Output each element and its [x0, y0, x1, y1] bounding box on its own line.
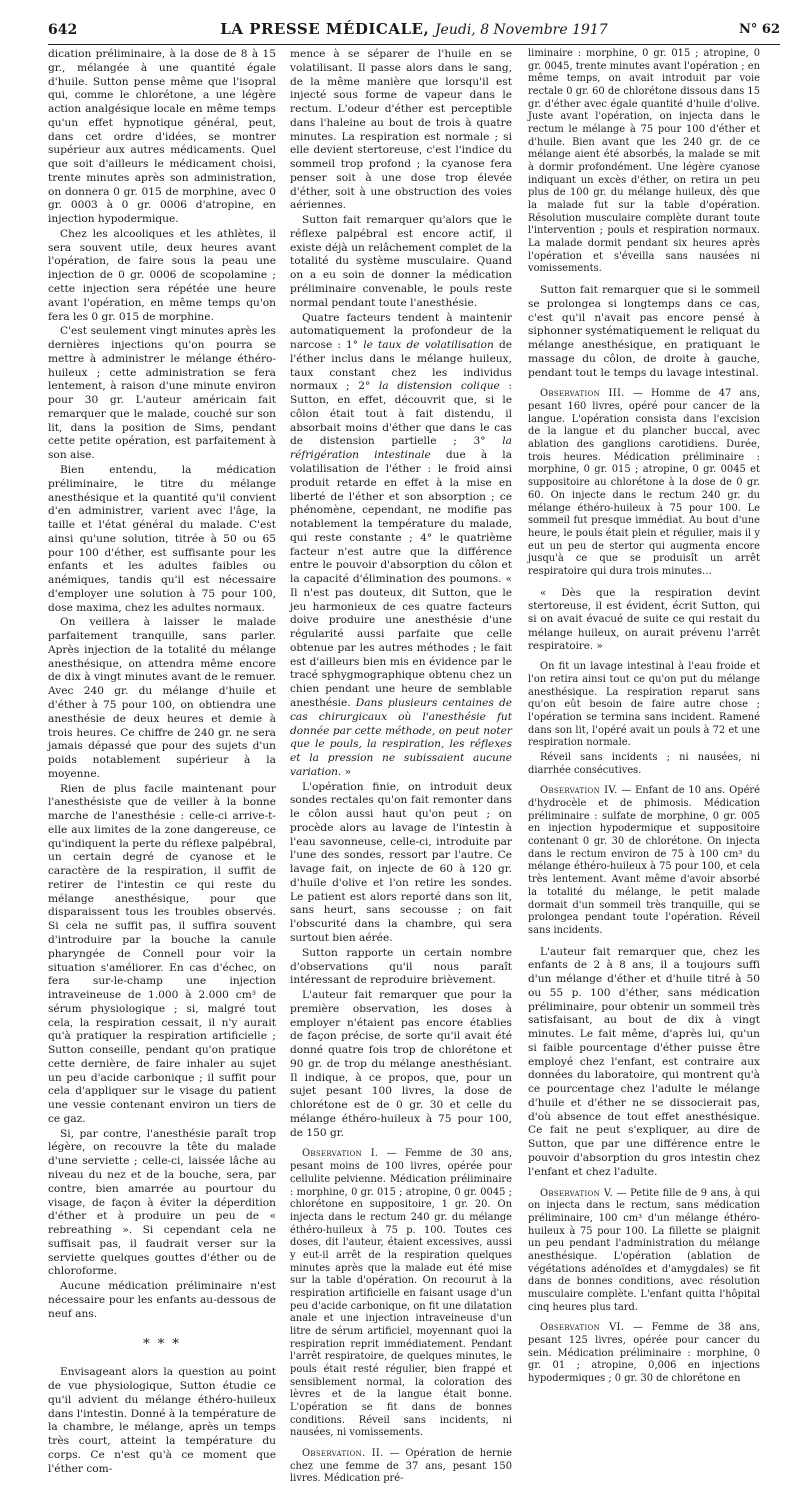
observation-1: [290, 1148, 512, 1439]
section-separator: * * *: [143, 1337, 181, 1353]
quotation: « Dès que la respiration devint stertoreuse, il est évident, écrit Sutton, qui si on avait évacué de suite ce qui restait du mélange huileux, on aurait prévenu l'arrêt respiratoire. »: [528, 586, 760, 653]
observation-label: Observation III.: [540, 388, 625, 400]
text-run: Quatre facteurs tendent à maintenir automatiquement la profondeur de la narcose : 1°: [290, 311, 512, 352]
observation-label: Observation VI.: [540, 1322, 625, 1334]
issue-date: Jeudi, 8 Novembre 1917: [434, 22, 608, 38]
paragraph: Sutton rapporte un certain nombre d'observations qu'il nous paraît intéressant de reproduire brièvement.: [290, 946, 512, 987]
paragraph: Rien de plus facile maintenant pour l'anesthésiste que de veiller à la bonne marche de l'anesthésie : celle-ci arrive-t-elle aux limites de la zone dangereuse, ce qu'indiquent la perte du réflexe palpébral, un certain degré de cyanose et le caractère de la respiration, il suffit de retirer de l'intestin ce qui reste du mélange anesthésique, pour que disparaissent tous les troubles observés. Si cela ne suffit pas, il suffira souvent d'introduire par la bouche la canule pharyngée de Connell pour voir la situation s'améliorer. En cas d'échec, on fera sur-le-champ une injection intraveineuse de 1.000 à 2.000 cm³ de sérum physiologique ; si, malgré tout cela, la respiration cessait, il n'y aurait qu'à pratiquer la respiration artificielle ; Sutton conseille, pendant qu'on pratique cette dernière, de faire inhaler au sujet un peu d'acide carbonique ; il suffit pour cela d'appliquer sur le visage du patient une vessie contenant environ un tiers de ce gaz.: [48, 782, 277, 1125]
observation-6: [528, 1322, 760, 1385]
italic-quote: Dans plusieurs centaines de cas chirurgicaux où l'anesthésie fut donnée par cette méthode, on peut noter que le pouls, la respiration, les réflexes et la pression ne subissaient aucune variation.: [290, 696, 512, 778]
text-run: : Sutton, en effet, découvrit que, si le côlon était tout à fait distendu, il absorbait moins d'éther que dans le cas de distension partielle ; 3°: [290, 380, 513, 448]
observation-label: Observation I.: [302, 1148, 379, 1160]
observation-text: — Petite fille de 9 ans, à qui on injecta dans le rectum, sans médication préliminaire, 100 cm³ d'un mélange éthéro-huileux à 75 pour 100. La fillette se plaignit un peu pendant l'administration du mélange anesthésique. L'opération (ablation de végétations adénoïdes et d'amygdales) se fit dans de bonnes conditions, avec résolution musculaire complète. L'enfant quitta l'hôpital cinq heures plus tard.: [528, 1187, 760, 1313]
paragraph-four-factors: [290, 312, 512, 780]
paragraph: Si, par contre, l'anesthésie paraît trop légère, on recouvre la tête du malade d'une serviette ; celle-ci, laissée lâche au niveau du nez et de la bouche, sera, par contre, bien amarrée au pourtour du visage, de façon à éviter la déperdition d'éther et à produire un peu de « rebreathing ». Si cependant cela ne suffisait pas, il faudrait verser sur la serviette quelques gouttes d'éther ou de chloroforme.: [48, 1127, 276, 1278]
paragraph: Sutton fait remarquer que si le sommeil se prolongea si longtemps dans ce cas, c'est qu'il n'avait pas encore pensé à siphonner systématiquement le reliquat du mélange anesthésique, en pratiquant le massage du côlon, de droite à gauche, pendant tout le temps du lavage intestinal.: [528, 284, 760, 379]
observation-text: — Enfant de 10 ans. Opéré d'hydrocèle et de phimosis. Médication préliminaire : sulfate de morphine, 0 gr. 005 en injection hypodermique et suppositoire contenant 0 gr. 30 de chlorétone. On injecta dans le rectum environ de 75 à 100 cm³ du mélange éthéro-huileux à 75 pour 100, et cela très lentement. Avant même d'avoir absorbé la totalité du mélange, le petit malade dormait d'un sommeil très tranquille, qui se prolongea pendant toute l'opération. Réveil sans incidents.: [528, 785, 760, 936]
paragraph: Sutton fait remarquer qu'alors que le réflexe palpébral est encore actif, il existe déjà un relâchement complet de la totalité du système musculaire. Quand on a eu soin de donner la médication préliminaire convenable, le pouls reste normal pendant toute l'anesthésie.: [290, 214, 512, 309]
observation-3-end: Réveil sans incidents ; ni nausées, ni diarrhée consécutives.: [528, 752, 760, 776]
paragraph: L'auteur fait remarquer que, chez les enfants de 2 à 8 ans, il a toujours suffi d'un mélange d'éther et d'huile titré à 50 ou 55 p. 100 d'éther, sans médication préliminaire, pour obtenir un sommeil très satisfaisant, au bout de dix à vingt minutes. Le fait même, d'après lui, qu'un si faible pourcentage d'éther puisse être employé chez l'enfant, est contraire aux données du laboratoire, qui montrent qu'à ce pourcentage chez l'adulte le mélange d'huile et d'éther ne se dissocierait pas, d'où absence de tout effet anesthésique. Ce fait ne peut s'expliquer, au dire de Sutton, que par une différence entre le pouvoir d'absorption du gros intestin chez l'enfant et chez l'adulte.: [528, 945, 760, 1178]
journal-title: [48, 20, 780, 38]
paragraph: C'est seulement vingt minutes après les dernières injections qu'on pourra se mettre à administrer le mélange éthéro-huileux ; cette administration se fera lentement, à raison d'une minute environ pour 30 gr. L'auteur américain fait remarquer que le malade, couché sur son lit, dans la position de Sims, pendant cette petite opération, est parfaitement à son aise.: [48, 325, 276, 462]
observation-label: Observation IV.: [540, 785, 618, 797]
observation-label: Observation V.: [540, 1187, 614, 1199]
paragraph: L'auteur fait remarquer que pour la première observation, les doses à employer n'étaient pas encore établies de façon précise, de sorte qu'il avait été donné quatre fois trop de chlorétone et 90 gr. de trop du mélange anesthésiant. Il indique, à ce propos, que, pour un sujet pesant 100 livres, la dose de chlorétone est de 0 gr. 30 et celle du mélange éthéro-huileux à 75 pour 100, de 150 gr.: [290, 989, 512, 1139]
text-run: de l'éther inclus dans le mélange huileux, taux constant chez les individus normaux ; 2°: [290, 339, 512, 393]
paragraph: On veillera à laisser le malade parfaitement tranquille, sans parler. Après injection de la totalité du mélange anesthésique, on attendra même encore de dix à vingt minutes avant de le remuer. Avec 240 gr. du mélange d'huile et d'éther à 75 pour 100, on obtiendra une anesthésie de deux heures et demie à trois heures. Ce chiffre de 240 gr. ne sera jamais dépassé que pour des sujets d'un poids notablement supérieur à la moyenne.: [48, 616, 276, 780]
paragraph: mence à se séparer de l'huile en se volatilisant. Il passe alors dans le sang, de la même manière que lorsqu'il est injecté sous forme de vapeur dans le rectum. L'odeur d'éther est perceptible dans l'haleine au bout de trois à quatre minutes. La respiration est normale ; si elle devient stertoreuse, c'est l'indice du sommeil trop profond ; la cyanose fera penser soit à une dose trop élevée d'éther, soit à une obstruction des voies aériennes.: [290, 48, 512, 212]
text-run: »: [341, 765, 352, 778]
observation-3-continued: On fit un lavage intestinal à l'eau froide et l'on retira ainsi tout ce qu'on put du mélange anesthésique. La respiration reparut sans qu'on eût besoin de faire autre chose ; l'opération se termina sans incident. Ramené dans son lit, l'opéré avait un pouls à 72 et une respiration normale.: [528, 661, 760, 749]
observation-2: [290, 1448, 512, 1486]
issue-number: N° 62: [739, 22, 780, 37]
paragraph: Bien entendu, la médication préliminaire, le titre du mélange anesthésique et la quantité qu'il convient d'en administrer, varient avec l'âge, la taille et l'état général du malade. C'est ainsi qu'une solution, titrée à 50 ou 65 pour 100 d'éther, est suffisante pour les enfants et les adultes faibles ou anémiques, tandis qu'il est nécessaire d'employer une solution à 75 pour 100, dose maxima, chez les adultes normaux.: [48, 463, 276, 614]
paragraph: Aucune médication préliminaire n'est nécessaire pour les enfants au-dessous de neuf ans.: [48, 1280, 276, 1320]
paragraph: Chez les alcooliques et les athlètes, il sera souvent utile, deux heures avant l'opération, de faire sous la peau une injection de 0 gr. 0006 de scopolamine ; cette injection sera répétée une heure avant l'opération, en même temps qu'on fera les 0 gr. 015 de morphine.: [48, 227, 276, 323]
column-1: [48, 48, 277, 1475]
observation-4: [528, 785, 760, 937]
observation-text: — Femme de 38 ans, pesant 125 livres, opérée pour cancer du sein. Médication préliminaire : morphine, 0 gr. 01 ; atropine, 0,006 en injections hypodermiques ; 0 gr. 30 de chlorétone en: [528, 1322, 761, 1384]
paragraph: Envisageant alors la question au point de vue physiologique, Sutton étudie ce qu'il advient du mélange éthéro-huileux dans l'intestin. Donné à la température de la chambre, le mélange, après un temps très court, atteint la température du corps. Ce n'est qu'à ce moment que l'éther com-: [48, 1366, 276, 1475]
paragraph: dication préliminaire, à la dose de 8 à 15 gr., mélangée à une quantité égale d'huile. Sutton pense même que l'isopral qui, comme le chlorétone, a une légère action analgésique locale en même temps qu'un effet hypnotique général, peut, dans cet ordre d'idées, se montrer supérieur aux autres médicaments. Quel que soit d'ailleurs le médicament choisi, trente minutes après son administration, on donnera 0 gr. 015 de morphine, avec 0 gr. 0003 à 0 gr. 0006 d'atropine, en injection hypodermique.: [48, 48, 276, 226]
italic-term: la réfrigération intestinale: [290, 435, 512, 462]
italic-term: le taux de volatilisation: [363, 339, 494, 352]
paragraph: L'opération finie, on introduit deux sondes rectales qu'on fait remonter dans le côlon aussi haut qu'on peut ; on procède alors au lavage de l'intestin à l'eau savonneuse, celle-ci, introduite par l'une des sondes, ressort par l'autre. Ce lavage fait, on injecte de 60 à 120 gr. d'huile d'olive et l'on retire les sondes. Le patient est alors reporté dans son lit, sans heurt, sans secousse ; on fait l'obscurité dans la chambre, qui sera surtout bien aérée.: [290, 780, 512, 944]
observation-text: — Opération de hernie chez une femme de 37 ans, pesant 150 livres. Médication pré-: [290, 1447, 512, 1485]
journal-name: LA PRESSE MÉDICALE,: [220, 20, 430, 38]
observation-2-continued: liminaire : morphine, 0 gr. 015 ; atropine, 0 gr. 0045, trente minutes avant l'opération ; en même temps, on avait introduit par voie rectale 0 gr. 60 de chlorétone dissous dans 15 gr. d'éther avec égale quantité d'huile d'olive. Juste avant l'opération, on injecta dans le rectum le mélange à 75 pour 100 d'éther et d'huile. Bien avant que les 240 gr. de ce mélange aient été absorbés, la malade se mit à dormir profondément. Une légère cyanose indiquant un excès d'éther, on retira un peu plus de 100 gr. du mélange huileux, dès que la malade fut sur la table d'opération. Résolution musculaire complète durant toute l'intervention ; pouls et respiration normaux. La malade dormit pendant six heures après l'opération et s'éveilla sans nausées ni vomissements.: [528, 48, 760, 275]
observation-label: Observation. II.: [302, 1447, 384, 1459]
column-3: [528, 48, 761, 1384]
column-2: [290, 48, 513, 1485]
page-header: [48, 18, 780, 45]
observation-5: [528, 1188, 760, 1315]
page-number: 642: [48, 22, 78, 38]
italic-term: la distension colique: [378, 380, 500, 393]
observation-text: — Homme de 47 ans, pesant 160 livres, opéré pour cancer de la langue. L'opération consista dans l'excision de la langue et du plancher buccal, avec ablation des ganglions carotidiens. Durée, trois heures. Médication préliminaire : morphine, 0 gr. 015 ; atropine, 0 gr. 0045 et suppositoire au chlorétone à la dose de 0 gr. 60. On injecte dans le rectum 240 gr. du mélange éthéro-huileux à 75 pour 100. Le sommeil fut presque immédiat. Au bout d'une heure, le pouls était plein et régulier, mais il y eut un peu de stertor qui augmenta encore jusqu'à ce que se produisît un arrêt respiratoire qui dura trois minutes…: [528, 388, 761, 577]
text-run: due à la volatilisation de l'éther : le froid ainsi produit retarde en effet à la mise en liberté de l'éther et son absorption ; ce phénomène, cependant, ne modifie pas notablement la température du malade, qui reste constante ; 4° le quatrième facteur n'est autre que la différence entre le pouvoir d'absorption du côlon et la capacité d'élimination des poumons. « Il n'est pas douteux, dit Sutton, que le jeu harmonieux de ces quatre facteurs doive produire une anesthésie d'une régularité aussi parfaite que celle obtenue par les autres méthodes ; le fait est d'ailleurs bien mis en évidence par le tracé sphygmographique obtenu chez un chien pendant une heure de semblable anesthésie.: [290, 449, 513, 709]
observation-text: — Femme de 30 ans, pesant moins de 100 livres, opérée pour cellulite pelvienne. Médication préliminaire : morphine, 0 gr. 015 ; atropine, 0 gr. 0045 ; chlorétone en suppositoire, 1 gr. 20. On injecta dans le rectum 240 gr. du mélange éthéro-huileux à 75 p. 100. Toutes ces doses, dit l'auteur, étaient excessives, aussi y eut-il arrêt de la respiration quelques minutes après que la malade eut été mise sur la table d'opération. On recourut à la respiration artificielle en faisant usage d'un peu d'acide carbonique, on fit une dilatation anale et une injection intraveineuse d'un litre de sérum artificiel, moyennant quoi la respiration reprit immédiatement. Pendant l'arrêt respiratoire, de quelques minutes, le pouls était resté régulier, bien frappé et sensiblement normal, la coloration des lèvres et de la langue était bonne. L'opération se fit dans de bonnes conditions. Réveil sans incidents, ni nausées, ni vomissements.: [290, 1148, 512, 1439]
observation-3: [528, 388, 760, 578]
